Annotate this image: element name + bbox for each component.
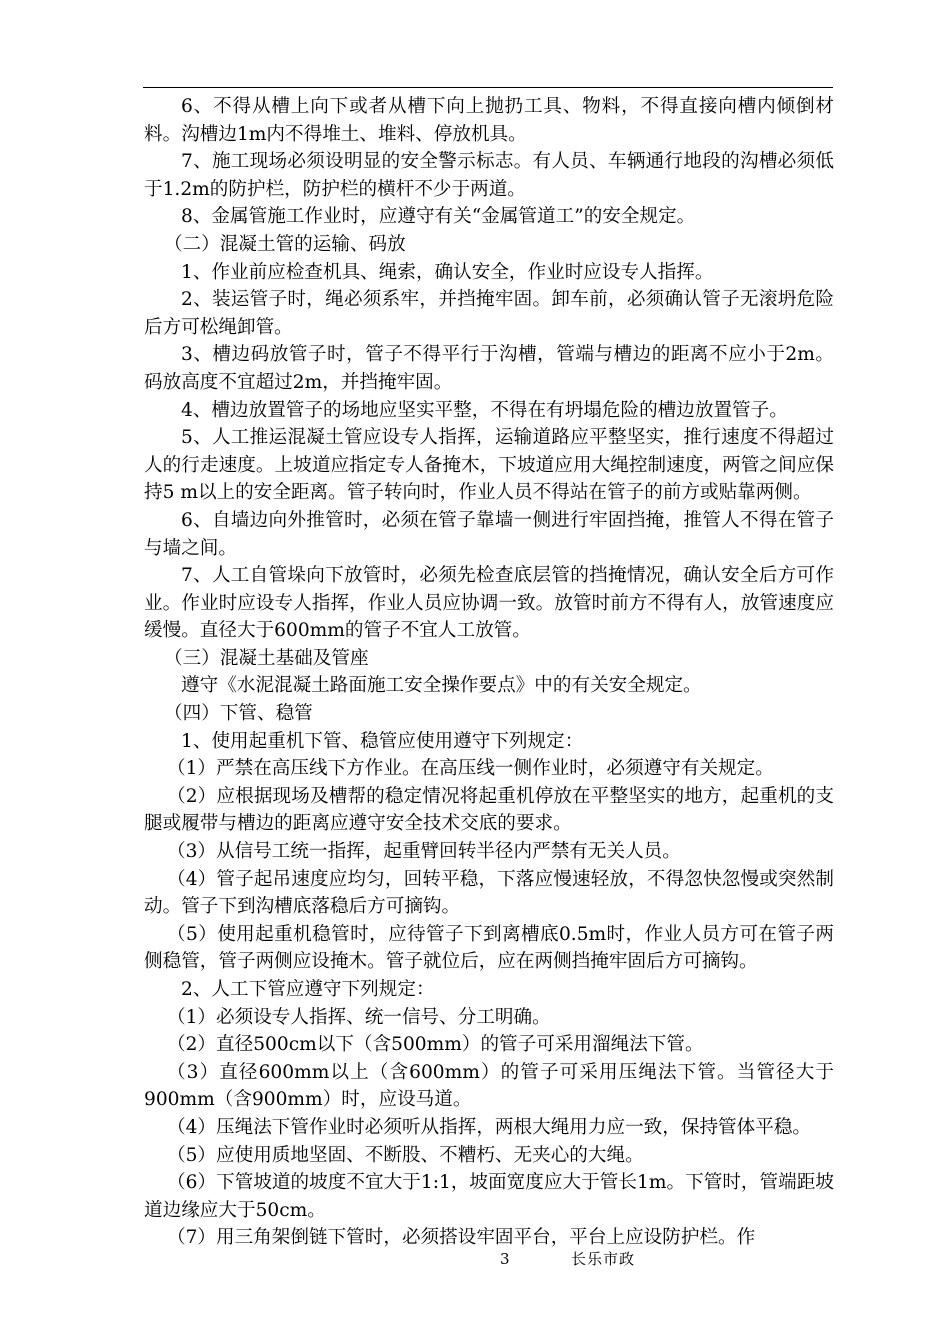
paragraph: 遵守《水泥混凝土路面施工安全操作要点》中的有关安全规定。 xyxy=(181,675,702,697)
paragraph: （二）混凝土管的运输、码放 xyxy=(164,233,406,255)
paragraph: 6、自墙边向外推管时，必须在管子靠墙一侧进行牢固挡掩，推管人不得在管子与墙之间。 xyxy=(144,509,834,559)
document-body xyxy=(144,93,834,1252)
paragraph: （四）下管、稳管 xyxy=(164,703,313,725)
paragraph: （1）严禁在高压线下方作业。在高压线一侧作业时，必须遵守有关规定。 xyxy=(167,758,774,780)
paragraph: （2）直径500cm以下（含500mm）的管子可采用溜绳法下管。 xyxy=(167,1034,704,1056)
paragraph: （3）直径600mm以上（含600mm）的管子可采用压绳法下管。当管径大于900mm（含900mm）时，应设马道。 xyxy=(144,1061,834,1111)
paragraph: 7、施工现场必须设明显的安全警示标志。有人员、车辆通行地段的沟槽必须低于1.2m的防护栏，防护栏的横杆不少于两道。 xyxy=(144,151,834,200)
paragraph: （4）管子起吊速度应均匀，回转平稳，下落应慢速轻放，不得忽快忽慢或突然制动。管子下到沟槽底落稳后方可摘钩。 xyxy=(144,868,834,918)
paragraph: 4、槽边放置管子的场地应坚实平整，不得在有坍塌危险的槽边放置管子。 xyxy=(181,399,788,421)
header-rule xyxy=(143,87,833,88)
paragraph: 3、槽边码放管子时，管子不得平行于沟槽，管端与槽边的距离不应小于2m。码放高度不宜超过2m，并挡掩牢固。 xyxy=(144,344,834,393)
paragraph: （4）压绳法下管作业时必须听从指挥，两根大绳用力应一致，保持管体平稳。 xyxy=(167,1116,812,1138)
paragraph: 1、使用起重机下管、稳管应使用遵守下列规定： xyxy=(181,730,584,752)
footer-organization: 长乐市政 xyxy=(571,1250,636,1268)
paragraph: 2、装运管子时，绳必须系牢，并挡掩牢固。卸车前，必须确认管子无滚坍危险后方可松绳卸管。 xyxy=(144,289,834,338)
paragraph: （三）混凝土基础及管座 xyxy=(164,647,369,669)
paragraph: （5）使用起重机稳管时，应待管子下到离槽底0.5m时，作业人员方可在管子两侧稳管，管子两侧应设掩木。管子就位后，应在两侧挡掩牢固后方可摘钩。 xyxy=(144,923,834,973)
paragraph: （6）下管坡道的坡度不宜大于1:1，坡面宽度应大于管长1m。下管时，管端距坡道边缘应大于50cm。 xyxy=(144,1172,834,1221)
paragraph: （7）用三角架倒链下管时，必须搭设牢固平台，平台上应设防护栏。作 xyxy=(167,1227,756,1249)
paragraph: （5）应使用质地坚固、不断股、不糟朽、无夹心的大绳。 xyxy=(167,1144,644,1166)
paragraph: 1、作业前应检查机具、绳索，确认安全，作业时应设专人指挥。 xyxy=(181,261,714,283)
paragraph: 8、金属管施工作业时，应遵守有关“金属管道工”的安全规定。 xyxy=(181,206,696,228)
paragraph: 2、人工下管应遵守下列规定： xyxy=(181,979,435,1000)
paragraph: （3）从信号工统一指挥，起重臂回转半径内严禁有无关人员。 xyxy=(167,841,681,863)
page-footer xyxy=(0,1247,950,1271)
paragraph: （1）必须设专人指挥、统一信号、分工明确。 xyxy=(167,1006,551,1028)
paragraph: 6、不得从槽上向下或者从槽下向上抛扔工具、物料，不得直接向槽内倾倒材料。沟槽边1m内不得堆土、堆料、停放机具。 xyxy=(144,96,834,145)
paragraph: 5、人工推运混凝土管应设专人指挥，运输道路应平整坚实，推行速度不得超过人的行走速度。上坡道应指定专人备掩木，下坡道应用大绳控制速度，两管之间应保持5 m以上的安全距离。管子转向时，作业人员不得站在管子的前方或贴靠两侧。 xyxy=(144,427,834,504)
paragraph: 7、人工自管垛向下放管时，必须先检查底层管的挡掩情况，确认安全后方可作业。作业时应设专人指挥，作业人员应协调一致。放管时前方不得有人，放管速度应缓慢。直径大于600mm的管子不宜人工放管。 xyxy=(144,565,834,642)
paragraph: （2）应根据现场及槽帮的稳定情况将起重机停放在平整坚实的地方，起重机的支腿或履带与槽边的距离应遵守安全技术交底的要求。 xyxy=(144,785,834,835)
page-number: 3 xyxy=(500,1250,510,1268)
